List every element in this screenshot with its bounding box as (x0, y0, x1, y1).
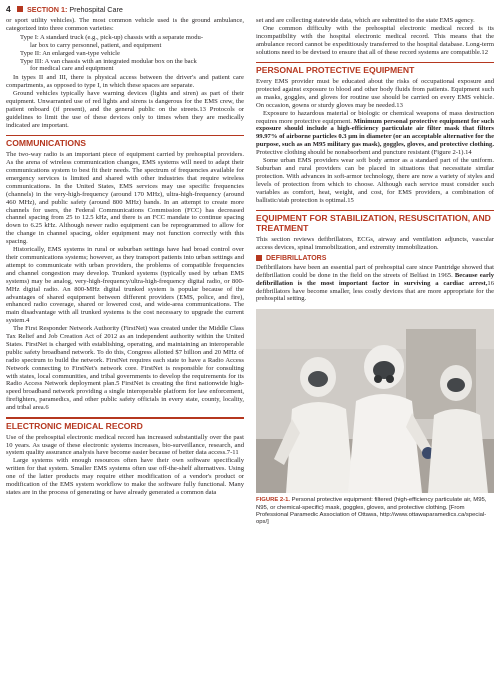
ambulance-types-list (20, 34, 244, 74)
comm-paragraph-2: Historically, EMS systems in rural or suburban settings have had broad control over their communications systems; however, as they transport patients into urban settings and attempt to communicate with urban providers, the problems of compatible frequencies and channel congestion may develop. Trunked systems (typically used by urban EMS systems) may be analog, very-high-frequency/ultra-high-frequency digital radio, or 800-MHz digital radio. An 800-MHz digital trunked system is popular because of the advantages of shared equipment between different providers (EMS, police, and fire), enhanced radio coverage, shared or lowered cost, and wide-area communications. The main disadvantage with all trunked systems is the cost necessary to upgrade the current system.4 (6, 246, 244, 325)
emr-paragraph-2: Large systems with enough resources often have their own software specifically written for that system. Smaller EMS systems often use off-the-shelf alternatives. Using one of the latter products may require either modification of a vendor's product or modification of the EMS system workflow to make the software fully functional. Many states are in the process of generating or have already generated a common data (6, 457, 244, 496)
section-square-icon (17, 6, 23, 12)
figure-caption: FIGURE 2-1. Personal protective equipment: filtered (high-efficiency particulate air, M95, N95, or chemical-specific) mask, goggles, gloves, and protective clothing. [From Professional Paramedic Association of Ottawa, http://www.ottawaparamedics.ca/special-ops/] (256, 497, 487, 525)
subheading-defibrillators: DEFIBRILLATORS (256, 255, 494, 262)
section-rule (256, 62, 494, 64)
cont-paragraph-2: One common difficulty with the prehospital electronic medical record is its incompatibility with the hospital electronic medical record. This means that the ambulance record cannot be expeditiously transferred to the hospital database. Long-term solutions need to be devised to ensure that all of these record systems are compatible.12 (256, 24, 494, 56)
comm-paragraph-1: The two-way radio is an important piece of equipment carried by prehospital providers. As the arena of wireless communication changes, EMS systems will need to adapt their communications system to best fit their needs. The spectrum of frequencies available for emergency services is limited and shared with other industries that require wireless communications. In the United States, EMS services may use specific frequencies (channels) in the very-high-frequency (around 170 MHz), ultra-high-frequency (around 460 MHz), and public safety (around 800 MHz) bands. In an attempt to create more channels for users, the Federal Communications Commission (FCC) has decreased channel spacing from 25 to 12.5 kHz, and there is an FCC mandate to continue spacing down to 6.25 kHz. Although newer radio equipment can be reprogrammed to allow for the change in channel spacing, older equipment may not function correctly with this spacing. (6, 151, 244, 246)
page-number: 4 (6, 4, 11, 14)
type-3-line-cont: for medical care and equipment (30, 65, 114, 73)
ppe-paragraph-1: Every EMS provider must be educated about the risks of occupational exposure and protected against exposure to blood and other body fluids from patients. Equipment such as masks, goggles, and gloves for routine use should be carried on every EMS vehicle. On occasion, gowns or sturdy gloves may be needed.13 (256, 78, 494, 109)
comm-paragraph-3: The First Responder Network Authority (FirstNet) was created under the Middle Class Tax Relief and Job Creation Act of 2012 as an independent authority within the United States. FirstNet is charged with establishing, operating, and maintaining an interoperable public safety broadband network. To do this, Congress allotted $7 billion and 20 MHz of radio spectrum to build the network. FirstNet requires each state to have a Radio Access Network connecting to FirstNet's network core. FirstNet is responsible for consulting with states, local communities, and tribal governments to develop the requirements for its Radio Access Network deployment plan.5 FirstNet is creating the first nationwide high-speed broadband network providing a single interoperable platform for law enforcement, firefighters, paramedics, and other public safety officials in every state, county, locality, and tribal area.6 (6, 325, 244, 412)
section-label: SECTION 1: Prehospital Care (27, 5, 123, 14)
right-column (256, 17, 494, 526)
running-header (6, 5, 494, 17)
type-1-line-cont: lar box to carry personnel, patient, and equipment (30, 41, 162, 49)
intro-paragraph: or sport utility vehicles). The most common vehicle used is the ground ambulance, categorized into three common varieties: (6, 17, 244, 32)
heading-equipment: EQUIPMENT FOR STABILIZATION, RESUSCITATION, AND TREATMENT (256, 213, 491, 234)
type-3-line: Type III: A van chassis with an integrated modular box on the back (20, 57, 197, 65)
cont-paragraph-1: set and are collecting statewide data, which are submitted to the state EMS agency. (256, 17, 475, 24)
types-paragraph: In types II and III, there is physical access between the driver's and patient care compartments, as opposed to type I, in which these spaces are separate. (6, 74, 244, 90)
ppe-paragraph-3: Some urban EMS providers wear soft body armor as a standard part of the uniform. Suburban and rural providers can be placed in situations that necessitate similar protection. With advances in soft-armor technology, there are now a variety of styles and levels of protection from which to choose. Although each service must consider such variables as comfort, heat, weight, and cost, for EMS providers, a combination of ballistic/stab protection is optimal.15 (256, 157, 494, 204)
equipment-paragraph: This section reviews defibrillators, ECGs, airway and ventilation adjuncts, vascular access devices, spinal immobilization, and extremity immobilization. (256, 236, 494, 251)
heading-communications: COMMUNICATIONS (6, 138, 87, 149)
lights-paragraph: Ground vehicles typically have warning devices (lights and siren) as part of their equipment. Unwarranted use of red lights and sirens is dangerous for the EMS crew, the patient onboard (if present), and the general public on the streets.13 Protocols or guidelines to limit the use of these devices only to times when they are medically indicated are important. (6, 90, 244, 129)
left-column (6, 17, 244, 497)
ppe-photo-illustration (256, 309, 494, 493)
defib-paragraph: Defibrillators have been an essential part of prehospital care since Pantridge showed that defibrillation could be done in the field on the streets of Belfast in 1965. Because early defibrillation is the most important factor in surviving a cardiac arrest,16 defibrillators have become smaller, less costly devices that are more appropriate for the prehospital setting. (256, 263, 494, 303)
section-rule (256, 210, 494, 212)
type-1-line: Type I: A standard truck (e.g., pick-up) chassis with a separate modu- (20, 33, 204, 41)
heading-ppe: PERSONAL PROTECTIVE EQUIPMENT (256, 65, 415, 76)
section-rule (6, 135, 244, 137)
type-2-line: Type II: An enlarged van-type vehicle (20, 49, 120, 57)
emr-paragraph-1: Use of the prehospital electronic medical record has increased substantially over the past 10 years. As usage of these electronic systems increases, bio-surveillance, research, and system quality assurance analysis have become easier because of better data access.7-11 (6, 433, 244, 457)
section-rule (6, 417, 244, 419)
subheading-square-icon (256, 255, 262, 261)
heading-emr: ELECTRONIC MEDICAL RECORD (6, 420, 143, 431)
figure-photo (256, 309, 494, 493)
ppe-paragraph-2: Exposure to hazardous material or biologic or chemical weapons of mass destruction requires more protective equipment. Minimum personal protective equipment for such exposure should include a high-efficiency particulate air filter mask that filters 99.97% of airborne particles 0.3 μm in diameter (or an acceptable alternative for the purpose, such as an M95 military gas mask), goggles, gloves, and protective clothing. Protective clothing should be nonabsorbent and puncture resistant (Figure 2-1).14 (256, 109, 494, 157)
